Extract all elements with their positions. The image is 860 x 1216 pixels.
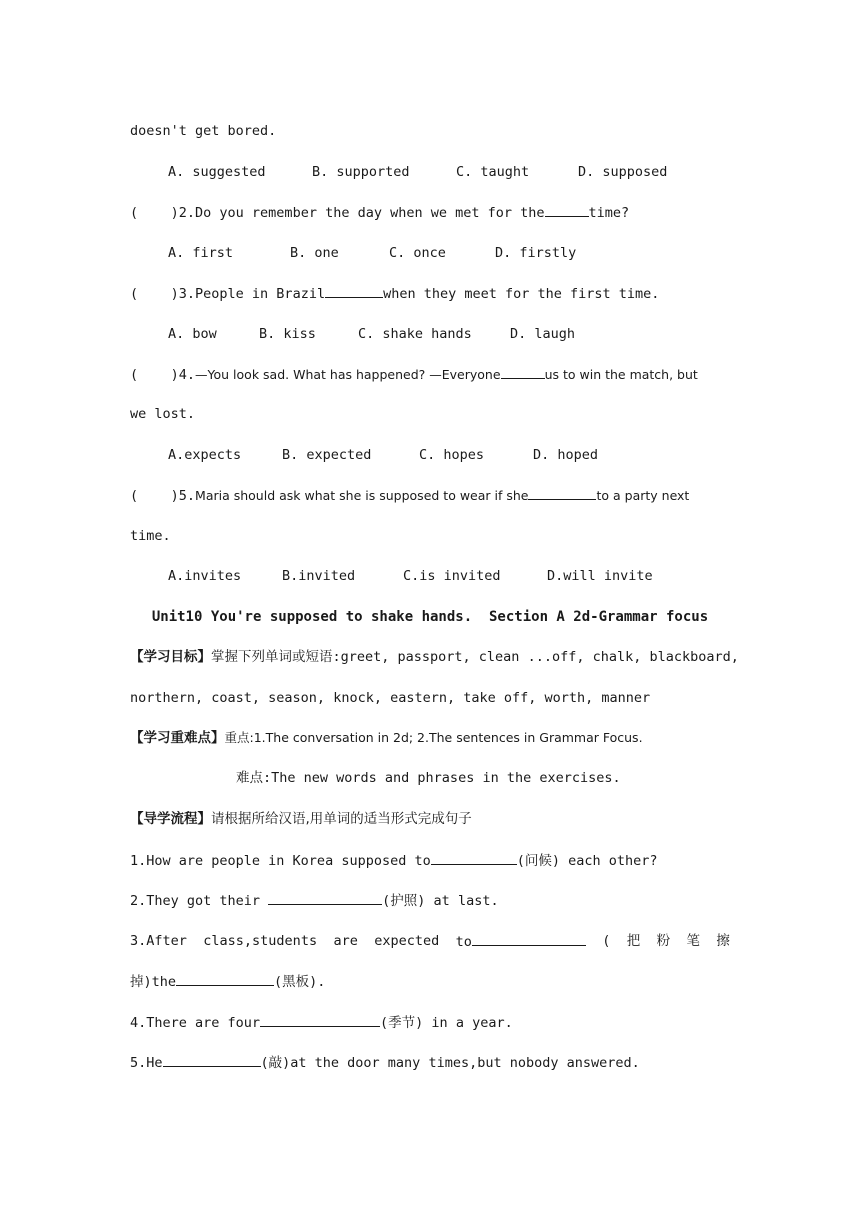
q2-option-b: B. one (290, 245, 339, 261)
q2-text-b: time? (588, 205, 630, 221)
q5-option-b: B.invited (282, 568, 356, 584)
q1-option-b: B. supported (312, 164, 410, 180)
q1-continuation: doesn't get bored. (130, 123, 277, 139)
q2-text-a: Do you remember the day when we met for the (195, 205, 545, 221)
flow-label: 【导学流程】 (130, 811, 211, 827)
e3-word-2: class,students (203, 933, 318, 949)
e4-text-a: 4.There are four (130, 1015, 261, 1031)
e3-blank-1 (472, 931, 586, 946)
q1-options (168, 162, 768, 182)
q3-blank (325, 283, 383, 298)
e2-text-b: (护照) at last. (382, 893, 499, 909)
learning-goals (130, 647, 739, 667)
e5-text-a: 5.He (130, 1055, 163, 1071)
exercise-1 (130, 850, 730, 871)
flow-text: 请根据所给汉语,用单词的适当形式完成句子 (211, 811, 472, 827)
e1-text-a: 1.How are people in Korea supposed to (130, 853, 431, 869)
q2-option-d: D. firstly (495, 245, 577, 261)
q1-option-d: D. supposed (578, 164, 668, 180)
q4-blank (501, 364, 545, 379)
q2-paren: ( )2. (130, 205, 196, 221)
question-2 (130, 202, 730, 223)
exercise-5 (130, 1052, 730, 1073)
e1-blank (431, 850, 517, 865)
q4-option-b: B. expected (282, 447, 372, 463)
q2-blank (545, 202, 589, 217)
q1-option-c: C. taught (456, 164, 530, 180)
q5-options (168, 566, 768, 586)
q4-option-c: C. hopes (419, 447, 485, 463)
e3-cn-1: ( (602, 933, 611, 949)
q5-option-d: D.will invite (547, 568, 653, 584)
q5-paren: ( )5. (130, 488, 196, 504)
e3-cn-4: 笔 (686, 933, 701, 949)
q3-option-b: B. kiss (259, 326, 316, 342)
q4-continuation: we lost. (130, 406, 196, 422)
question-5 (130, 485, 730, 506)
q4-text-b: us to win the match, but (544, 367, 698, 382)
q3-paren: ( )3. (130, 286, 196, 302)
e3-word-5: to (455, 934, 472, 950)
e3-blank-2 (176, 971, 274, 986)
e1-text-b: (问候) each other? (516, 853, 658, 869)
q3-text-b: when they meet for the first time. (383, 286, 660, 302)
q2-options (168, 243, 768, 263)
e3-text-b: (黑板). (274, 974, 326, 990)
q5-text-b: to a party next (596, 488, 690, 503)
question-4 (130, 364, 730, 385)
q4-options (168, 445, 768, 465)
goals-text: 掌握下列单词或短语:greet, passport, clean ...off, chalk, blackboard, (211, 649, 739, 665)
goals-label: 【学习目标】 (130, 649, 211, 665)
q4-paren: ( )4. (130, 367, 196, 383)
e3-word-3: are (333, 933, 358, 949)
e3-word-1: 3.After (130, 933, 187, 949)
q3-options (168, 324, 768, 344)
goals-text-continued: northern, coast, season, knock, eastern, take off, worth, manner (130, 690, 651, 706)
q5-option-c: C.is invited (403, 568, 501, 584)
e4-text-b: (季节) in a year. (380, 1015, 513, 1031)
q4-text-a: —You look sad. What has happened? —Everyone (195, 367, 501, 382)
exercise-2 (130, 890, 730, 911)
q5-blank (528, 485, 596, 500)
q5-continuation: time. (130, 528, 171, 544)
difficult-points: 难点:The new words and phrases in the exercises. (236, 770, 621, 786)
q5-text-a: Maria should ask what she is supposed to wear if she (195, 488, 529, 503)
key-label: 【学习重难点】 (130, 730, 225, 746)
question-3 (130, 283, 730, 304)
q3-option-c: C. shake hands (358, 326, 472, 342)
q2-option-a: A. first (168, 245, 234, 261)
study-flow (130, 809, 730, 829)
e3-cn-5: 擦 (716, 933, 730, 949)
e3-cn-2: 把 (626, 933, 641, 949)
exercise-4 (130, 1012, 730, 1033)
q4-option-d: D. hoped (533, 447, 599, 463)
exercise-3 (130, 931, 730, 952)
key-points (130, 728, 730, 748)
key-text: 重点:1.The conversation in 2d; 2.The sentences in Grammar Focus. (224, 730, 643, 745)
e3-text-a: 掉)the (130, 974, 177, 990)
q4-option-a: A.expects (168, 447, 242, 463)
e5-text-b: (敲)at the door many times,but nobody answered. (260, 1055, 640, 1071)
e4-blank (260, 1012, 380, 1027)
q2-option-c: C. once (389, 245, 446, 261)
e2-text-a: 2.They got their (130, 893, 269, 909)
q1-option-a: A. suggested (168, 164, 266, 180)
q3-text-a: People in Brazil (195, 286, 326, 302)
q3-option-a: A. bow (168, 326, 217, 342)
e2-blank (268, 890, 382, 905)
e3-word-4: expected (374, 933, 440, 949)
unit-title: Unit10 You're supposed to shake hands. Section A 2d-Grammar focus (151, 609, 709, 625)
exercise-3-continued (130, 971, 730, 992)
q5-option-a: A.invites (168, 568, 242, 584)
e3-cn-3: 粉 (656, 933, 671, 949)
e5-blank (163, 1052, 261, 1067)
q3-option-d: D. laugh (510, 326, 576, 342)
